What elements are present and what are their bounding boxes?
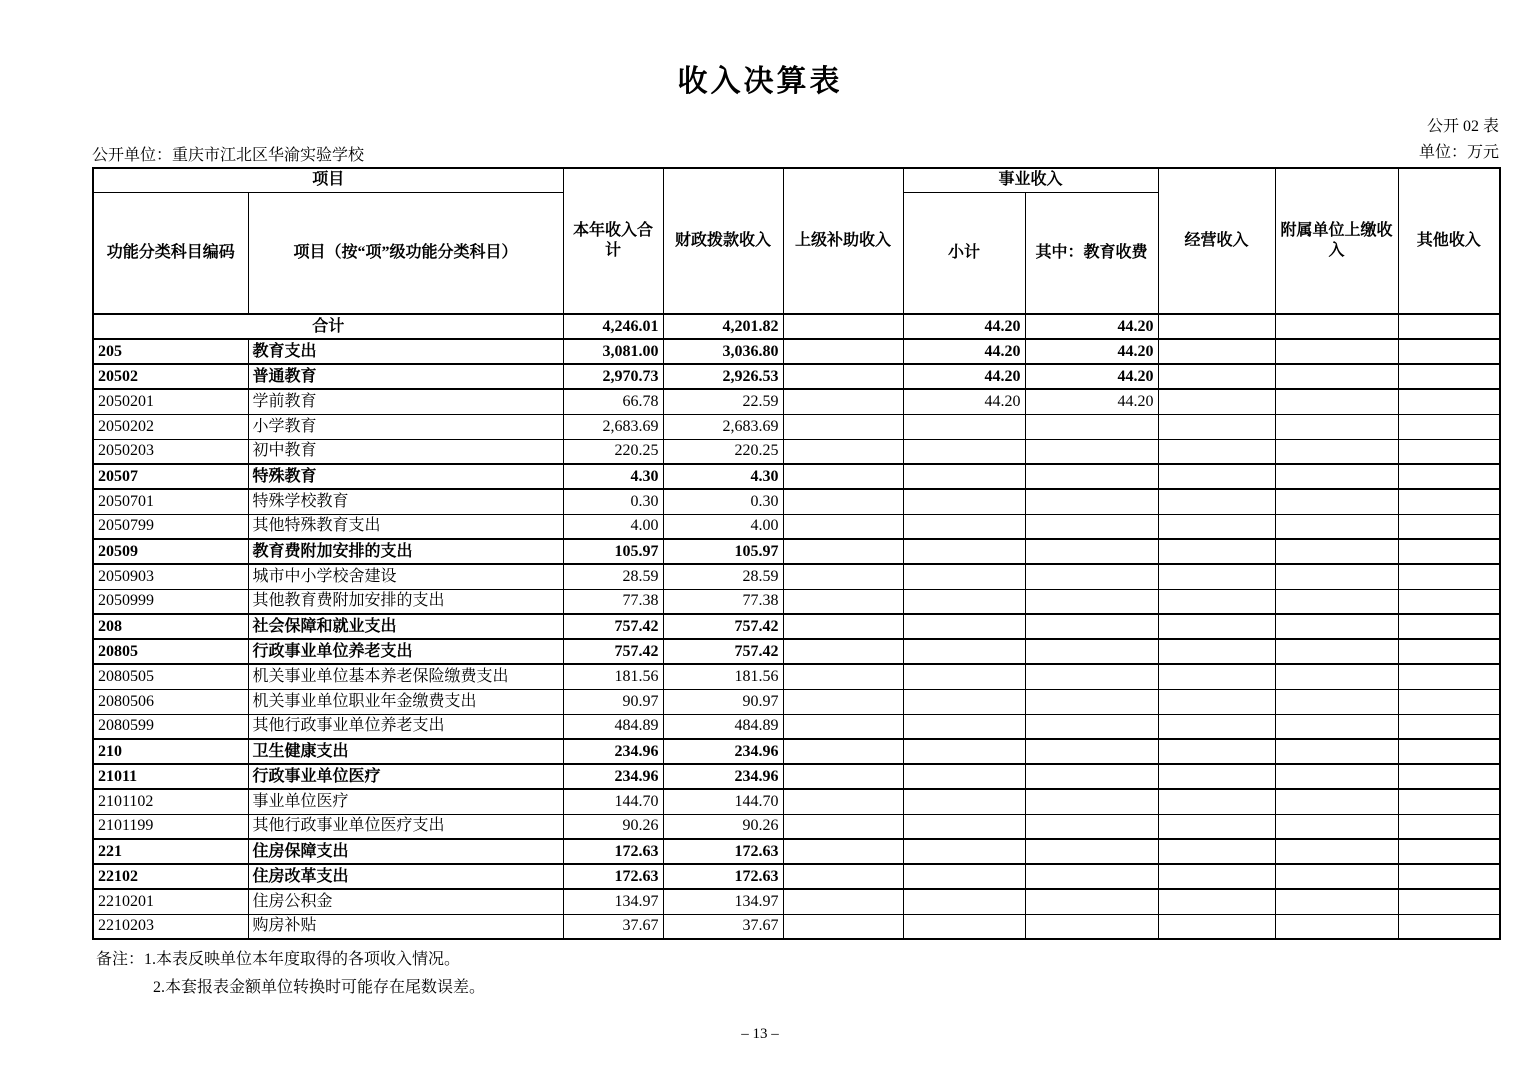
row-business-subtotal: [903, 839, 1025, 864]
header-fiscal: 财政拨款收入: [663, 168, 783, 314]
row-operating: [1158, 489, 1275, 514]
table-row: [93, 389, 1500, 414]
row-fiscal: 28.59: [663, 564, 783, 589]
row-business-edu: [1025, 614, 1158, 639]
row-operating: [1158, 664, 1275, 689]
row-name: 初中教育: [248, 439, 563, 464]
header-business-edu: 其中：教育收费: [1025, 192, 1158, 314]
header-business-group: 事业收入: [903, 168, 1158, 192]
row-operating: [1158, 364, 1275, 389]
row-code: 20507: [93, 464, 248, 489]
row-superior: [783, 739, 903, 764]
row-code: 2101199: [93, 814, 248, 839]
table-row: [93, 614, 1500, 639]
row-fiscal: 77.38: [663, 589, 783, 614]
revenue-table: [92, 167, 1501, 940]
row-superior: [783, 364, 903, 389]
table-row: [93, 714, 1500, 739]
header-project-group: 项目: [93, 168, 563, 192]
row-superior: [783, 714, 903, 739]
row-name: 其他特殊教育支出: [248, 514, 563, 539]
row-fiscal: 4.00: [663, 514, 783, 539]
row-name: 行政事业单位养老支出: [248, 639, 563, 664]
row-code: 2050201: [93, 389, 248, 414]
row-business-subtotal: [903, 414, 1025, 439]
page-title: 收入决算表: [677, 65, 843, 98]
table-row: [93, 839, 1500, 864]
row-superior: [783, 564, 903, 589]
row-affiliated: [1275, 564, 1398, 589]
footnotes: [96, 946, 1520, 1002]
row-business-edu: [1025, 864, 1158, 889]
row-other: [1398, 664, 1500, 689]
row-affiliated: [1275, 389, 1398, 414]
row-code: 2210203: [93, 914, 248, 939]
row-business-edu: [1025, 739, 1158, 764]
row-total: 2,970.73: [563, 364, 663, 389]
row-business-subtotal: [903, 514, 1025, 539]
table-row: [93, 339, 1500, 364]
header-name: 项目（按“项”级功能分类科目）: [248, 192, 563, 314]
table-row: [93, 489, 1500, 514]
row-superior: [783, 314, 903, 339]
table-row: [93, 364, 1500, 389]
row-superior: [783, 839, 903, 864]
row-business-subtotal: [903, 539, 1025, 564]
row-superior: [783, 914, 903, 939]
money-unit-label: 单位：万元: [1418, 143, 1499, 161]
row-code: 2080506: [93, 689, 248, 714]
row-total: 2,683.69: [563, 414, 663, 439]
row-other: [1398, 714, 1500, 739]
row-fiscal: 134.97: [663, 889, 783, 914]
row-business-subtotal: [903, 639, 1025, 664]
table-row: [93, 514, 1500, 539]
table-row: [93, 914, 1500, 939]
row-business-edu: [1025, 489, 1158, 514]
row-code: 21011: [93, 764, 248, 789]
row-affiliated: [1275, 864, 1398, 889]
row-total: 77.38: [563, 589, 663, 614]
row-other: [1398, 864, 1500, 889]
header-total: 本年收入合计: [563, 168, 663, 314]
row-affiliated: [1275, 514, 1398, 539]
row-business-subtotal: [903, 614, 1025, 639]
row-affiliated: [1275, 739, 1398, 764]
row-other: [1398, 914, 1500, 939]
row-total: 172.63: [563, 839, 663, 864]
row-total: 484.89: [563, 714, 663, 739]
row-name: 普通教育: [248, 364, 563, 389]
row-business-edu: [1025, 414, 1158, 439]
row-name: 特殊教育: [248, 464, 563, 489]
row-business-subtotal: [903, 589, 1025, 614]
row-name: 卫生健康支出: [248, 739, 563, 764]
row-fiscal: 757.42: [663, 639, 783, 664]
row-code: 2050202: [93, 414, 248, 439]
row-business-subtotal: [903, 464, 1025, 489]
row-operating: [1158, 889, 1275, 914]
row-operating: [1158, 439, 1275, 464]
table-row: [93, 564, 1500, 589]
row-fiscal: 0.30: [663, 489, 783, 514]
row-fiscal: 220.25: [663, 439, 783, 464]
row-name: 合计: [93, 314, 563, 339]
row-other: [1398, 364, 1500, 389]
row-superior: [783, 889, 903, 914]
table-row: [93, 639, 1500, 664]
row-business-edu: 44.20: [1025, 389, 1158, 414]
row-superior: [783, 464, 903, 489]
row-affiliated: [1275, 339, 1398, 364]
row-name: 教育费附加安排的支出: [248, 539, 563, 564]
row-total: 134.97: [563, 889, 663, 914]
row-code: 205: [93, 339, 248, 364]
row-total: 144.70: [563, 789, 663, 814]
row-fiscal: 234.96: [663, 739, 783, 764]
row-superior: [783, 764, 903, 789]
row-code: 2080505: [93, 664, 248, 689]
row-name: 特殊学校教育: [248, 489, 563, 514]
row-superior: [783, 864, 903, 889]
row-fiscal: 172.63: [663, 839, 783, 864]
row-business-edu: [1025, 439, 1158, 464]
row-other: [1398, 639, 1500, 664]
row-business-edu: [1025, 514, 1158, 539]
row-affiliated: [1275, 839, 1398, 864]
row-affiliated: [1275, 689, 1398, 714]
row-superior: [783, 614, 903, 639]
row-fiscal: 4.30: [663, 464, 783, 489]
row-superior: [783, 514, 903, 539]
row-business-edu: 44.20: [1025, 364, 1158, 389]
row-business-subtotal: [903, 564, 1025, 589]
row-code: 2101102: [93, 789, 248, 814]
table-row: [93, 664, 1500, 689]
row-affiliated: [1275, 314, 1398, 339]
row-affiliated: [1275, 914, 1398, 939]
row-operating: [1158, 914, 1275, 939]
row-total: 234.96: [563, 764, 663, 789]
row-fiscal: 37.67: [663, 914, 783, 939]
row-business-edu: 44.20: [1025, 314, 1158, 339]
table-row: [93, 314, 1500, 339]
row-total: 0.30: [563, 489, 663, 514]
row-affiliated: [1275, 539, 1398, 564]
row-business-subtotal: [903, 664, 1025, 689]
row-name: 住房改革支出: [248, 864, 563, 889]
row-operating: [1158, 414, 1275, 439]
row-superior: [783, 339, 903, 364]
row-superior: [783, 589, 903, 614]
row-name: 其他行政事业单位养老支出: [248, 714, 563, 739]
row-total: 172.63: [563, 864, 663, 889]
row-affiliated: [1275, 589, 1398, 614]
row-affiliated: [1275, 664, 1398, 689]
row-total: 757.42: [563, 614, 663, 639]
row-fiscal: 22.59: [663, 389, 783, 414]
meta-right-block: [1419, 114, 1499, 165]
row-total: 90.26: [563, 814, 663, 839]
row-business-subtotal: [903, 864, 1025, 889]
row-total: 105.97: [563, 539, 663, 564]
row-affiliated: [1275, 614, 1398, 639]
table-body: [93, 314, 1500, 939]
row-business-subtotal: [903, 789, 1025, 814]
row-superior: [783, 389, 903, 414]
row-other: [1398, 589, 1500, 614]
row-operating: [1158, 339, 1275, 364]
row-total: 757.42: [563, 639, 663, 664]
row-other: [1398, 689, 1500, 714]
row-affiliated: [1275, 489, 1398, 514]
header-business-subtotal: 小计: [903, 192, 1025, 314]
row-fiscal: 90.26: [663, 814, 783, 839]
row-fiscal: 181.56: [663, 664, 783, 689]
row-fiscal: 90.97: [663, 689, 783, 714]
row-other: [1398, 439, 1500, 464]
row-total: 3,081.00: [563, 339, 663, 364]
row-code: 2050999: [93, 589, 248, 614]
row-name: 住房保障支出: [248, 839, 563, 864]
row-business-edu: [1025, 664, 1158, 689]
row-code: 20502: [93, 364, 248, 389]
footnote-2: 2.本套报表金额单位转换时可能存在尾数误差。: [153, 979, 486, 997]
row-total: 90.97: [563, 689, 663, 714]
row-business-edu: [1025, 539, 1158, 564]
row-superior: [783, 539, 903, 564]
row-operating: [1158, 614, 1275, 639]
row-code: 2050903: [93, 564, 248, 589]
row-operating: [1158, 789, 1275, 814]
row-business-edu: [1025, 714, 1158, 739]
row-affiliated: [1275, 414, 1398, 439]
row-business-edu: [1025, 789, 1158, 814]
table-row: [93, 764, 1500, 789]
row-fiscal: 234.96: [663, 764, 783, 789]
table-row: [93, 689, 1500, 714]
row-business-subtotal: [903, 889, 1025, 914]
row-superior: [783, 639, 903, 664]
row-business-edu: [1025, 639, 1158, 664]
row-superior: [783, 439, 903, 464]
row-other: [1398, 489, 1500, 514]
row-code: 20509: [93, 539, 248, 564]
row-code: 2210201: [93, 889, 248, 914]
row-affiliated: [1275, 364, 1398, 389]
row-total: 66.78: [563, 389, 663, 414]
page-number: – 13 –: [741, 1026, 779, 1043]
row-affiliated: [1275, 889, 1398, 914]
row-fiscal: 2,926.53: [663, 364, 783, 389]
row-business-subtotal: 44.20: [903, 389, 1025, 414]
row-total: 4.00: [563, 514, 663, 539]
row-fiscal: 2,683.69: [663, 414, 783, 439]
table-row: [93, 464, 1500, 489]
meta-row: [92, 114, 1499, 165]
row-business-subtotal: 44.20: [903, 314, 1025, 339]
row-other: [1398, 614, 1500, 639]
row-operating: [1158, 539, 1275, 564]
row-operating: [1158, 689, 1275, 714]
row-other: [1398, 339, 1500, 364]
row-total: 220.25: [563, 439, 663, 464]
row-operating: [1158, 564, 1275, 589]
row-operating: [1158, 514, 1275, 539]
row-other: [1398, 514, 1500, 539]
row-total: 37.67: [563, 914, 663, 939]
row-name: 机关事业单位基本养老保险缴费支出: [248, 664, 563, 689]
table-row: [93, 889, 1500, 914]
row-name: 其他教育费附加安排的支出: [248, 589, 563, 614]
row-operating: [1158, 864, 1275, 889]
table-row: [93, 414, 1500, 439]
row-name: 其他行政事业单位医疗支出: [248, 814, 563, 839]
row-total: 234.96: [563, 739, 663, 764]
row-operating: [1158, 464, 1275, 489]
table-row: [93, 439, 1500, 464]
row-business-subtotal: [903, 764, 1025, 789]
row-total: 28.59: [563, 564, 663, 589]
row-superior: [783, 414, 903, 439]
row-business-edu: [1025, 764, 1158, 789]
row-other: [1398, 789, 1500, 814]
row-name: 小学教育: [248, 414, 563, 439]
table-row: [93, 589, 1500, 614]
table-header: [93, 168, 1500, 314]
row-affiliated: [1275, 714, 1398, 739]
row-operating: [1158, 739, 1275, 764]
row-operating: [1158, 714, 1275, 739]
row-business-subtotal: [903, 714, 1025, 739]
row-affiliated: [1275, 639, 1398, 664]
row-code: 20805: [93, 639, 248, 664]
row-other: [1398, 464, 1500, 489]
row-name: 住房公积金: [248, 889, 563, 914]
row-code: 221: [93, 839, 248, 864]
row-affiliated: [1275, 764, 1398, 789]
row-business-edu: [1025, 839, 1158, 864]
row-fiscal: 4,201.82: [663, 314, 783, 339]
row-business-edu: [1025, 914, 1158, 939]
row-other: [1398, 839, 1500, 864]
row-fiscal: 757.42: [663, 614, 783, 639]
row-total: 4,246.01: [563, 314, 663, 339]
row-business-edu: [1025, 689, 1158, 714]
row-operating: [1158, 839, 1275, 864]
table-row: [93, 789, 1500, 814]
row-superior: [783, 814, 903, 839]
row-business-edu: [1025, 889, 1158, 914]
row-affiliated: [1275, 439, 1398, 464]
row-name: 城市中小学校舍建设: [248, 564, 563, 589]
footnote-1: 备注：1.本表反映单位本年度取得的各项收入情况。: [96, 951, 461, 969]
row-business-subtotal: 44.20: [903, 339, 1025, 364]
row-affiliated: [1275, 464, 1398, 489]
row-operating: [1158, 764, 1275, 789]
row-affiliated: [1275, 814, 1398, 839]
row-operating: [1158, 314, 1275, 339]
row-other: [1398, 564, 1500, 589]
row-superior: [783, 689, 903, 714]
row-name: 教育支出: [248, 339, 563, 364]
row-other: [1398, 889, 1500, 914]
row-fiscal: 484.89: [663, 714, 783, 739]
row-other: [1398, 314, 1500, 339]
row-name: 行政事业单位医疗: [248, 764, 563, 789]
table-row: [93, 814, 1500, 839]
row-fiscal: 144.70: [663, 789, 783, 814]
row-other: [1398, 739, 1500, 764]
row-affiliated: [1275, 789, 1398, 814]
row-name: 机关事业单位职业年金缴费支出: [248, 689, 563, 714]
row-superior: [783, 789, 903, 814]
row-name: 购房补贴: [248, 914, 563, 939]
row-code: 2050701: [93, 489, 248, 514]
row-business-subtotal: [903, 739, 1025, 764]
row-name: 学前教育: [248, 389, 563, 414]
row-operating: [1158, 589, 1275, 614]
row-fiscal: 172.63: [663, 864, 783, 889]
row-code: 22102: [93, 864, 248, 889]
row-other: [1398, 414, 1500, 439]
header-operating: 经营收入: [1158, 168, 1275, 314]
row-operating: [1158, 814, 1275, 839]
row-operating: [1158, 639, 1275, 664]
row-total: 181.56: [563, 664, 663, 689]
row-code: 2050203: [93, 439, 248, 464]
row-business-subtotal: [903, 689, 1025, 714]
row-other: [1398, 539, 1500, 564]
table-row: [93, 739, 1500, 764]
row-operating: [1158, 389, 1275, 414]
row-business-subtotal: [903, 914, 1025, 939]
row-superior: [783, 489, 903, 514]
row-business-subtotal: [903, 489, 1025, 514]
row-superior: [783, 664, 903, 689]
row-business-edu: [1025, 814, 1158, 839]
table-row: [93, 539, 1500, 564]
row-business-edu: [1025, 589, 1158, 614]
row-fiscal: 105.97: [663, 539, 783, 564]
row-name: 社会保障和就业支出: [248, 614, 563, 639]
table-number-label: 公开 02 表: [1426, 118, 1499, 135]
header-other: 其他收入: [1398, 168, 1500, 314]
row-other: [1398, 389, 1500, 414]
header-affiliated: 附属单位上缴收入: [1275, 168, 1398, 314]
publish-unit-label: 公开单位：重庆市江北区华渝实验学校: [92, 147, 365, 165]
header-code: 功能分类科目编码: [93, 192, 248, 314]
row-total: 4.30: [563, 464, 663, 489]
row-code: 2050799: [93, 514, 248, 539]
row-other: [1398, 764, 1500, 789]
header-superior: 上级补助收入: [783, 168, 903, 314]
row-name: 事业单位医疗: [248, 789, 563, 814]
table-row: [93, 864, 1500, 889]
row-other: [1398, 814, 1500, 839]
row-business-edu: [1025, 564, 1158, 589]
row-business-edu: 44.20: [1025, 339, 1158, 364]
row-business-subtotal: [903, 439, 1025, 464]
row-code: 210: [93, 739, 248, 764]
row-code: 2080599: [93, 714, 248, 739]
row-business-edu: [1025, 464, 1158, 489]
row-business-subtotal: 44.20: [903, 364, 1025, 389]
row-business-subtotal: [903, 814, 1025, 839]
row-fiscal: 3,036.80: [663, 339, 783, 364]
row-code: 208: [93, 614, 248, 639]
